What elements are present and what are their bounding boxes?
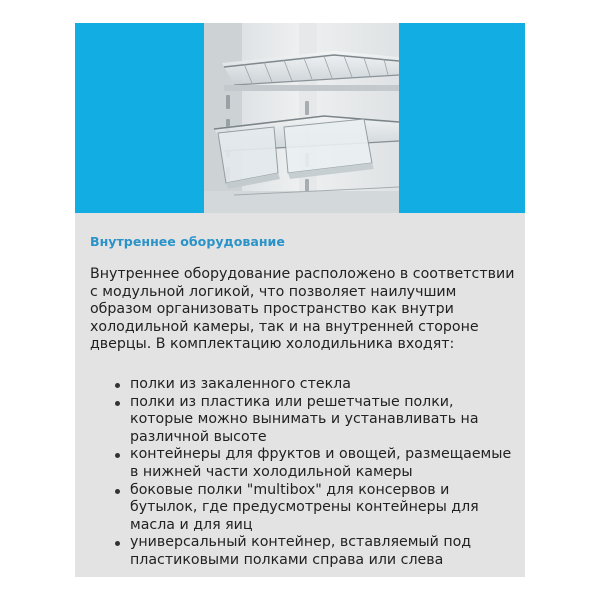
- hero-banner: [75, 23, 525, 213]
- list-item: полки из пластика или решетчатые полки, которые можно вынимать и устанавливать на различной высоте: [130, 394, 515, 447]
- list-item: боковые полки "multibox" для консервов и бутылок, где предусмотрены контейнеры для масла и для яиц: [130, 482, 515, 535]
- description-section: [90, 232, 515, 570]
- content-card: [75, 23, 525, 577]
- list-item: полки из закаленного стекла: [130, 376, 515, 394]
- list-item: контейнеры для фруктов и овощей, размещаемые в нижней части холодильной камеры: [130, 446, 515, 481]
- list-item: универсальный контейнер, вставляемый под пластиковыми полками справа или слева: [130, 534, 515, 569]
- section-title: Внутреннее оборудование: [90, 234, 285, 249]
- refrigerator-interior-photo: [204, 23, 399, 213]
- features-list: [90, 376, 515, 570]
- intro-paragraph: Внутреннее оборудование расположено в соответствии с модульной логикой, что позволяет наилучшим образом организовать пространство как внутри холодильной камеры, так и на внутренней стороне дверцы. В комплектацию холодильника входят:: [90, 266, 515, 353]
